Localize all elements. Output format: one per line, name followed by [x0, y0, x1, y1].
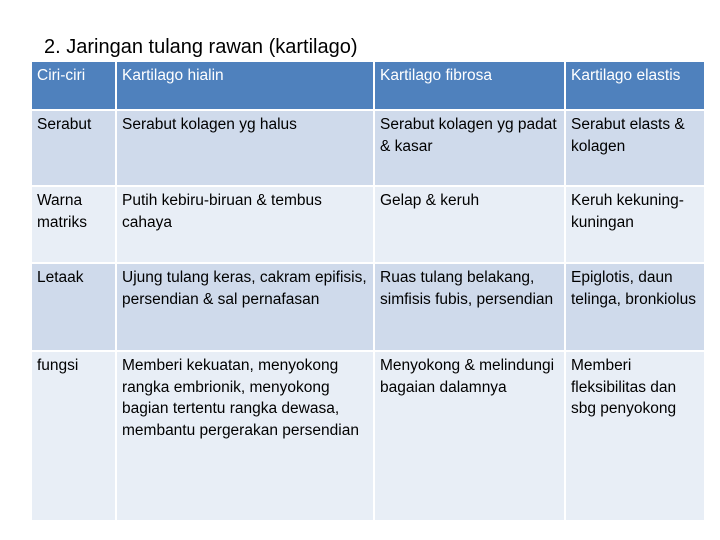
table-row: [31, 263, 705, 351]
header-cell-hialin: Kartilago hialin: [116, 61, 374, 110]
row-label-cell: Warna matriks: [31, 186, 116, 263]
header-cell-elastis: Kartilago elastis: [565, 61, 705, 110]
table-cell: Keruh kekuning-kuningan: [565, 186, 705, 263]
table-cell: Serabut kolagen yg halus: [116, 110, 374, 186]
header-cell-fibrosa: Kartilago fibrosa: [374, 61, 565, 110]
table-row: [31, 186, 705, 263]
header-cell-ciri: Ciri-ciri: [31, 61, 116, 110]
kartilago-table: [30, 60, 706, 522]
row-label-cell: Serabut: [31, 110, 116, 186]
table-header-row: [31, 61, 705, 110]
table-row: [31, 110, 705, 186]
table-cell: Memberi kekuatan, menyokong rangka embrionik, menyokong bagian tertentu rangka dewasa, membantu pergerakan persendian: [116, 351, 374, 521]
table-cell: Gelap & keruh: [374, 186, 565, 263]
row-label-cell: Letaak: [31, 263, 116, 351]
slide-title: 2. Jaringan tulang rawan (kartilago): [44, 36, 358, 58]
table-cell: Serabut kolagen yg padat & kasar: [374, 110, 565, 186]
table-cell: Menyokong & melindungi bagaian dalamnya: [374, 351, 565, 521]
table-cell: Memberi fleksibilitas dan sbg penyokong: [565, 351, 705, 521]
table-cell: Ruas tulang belakang, simfisis fubis, persendian: [374, 263, 565, 351]
table-cell: Epiglotis, daun telinga, bronkiolus: [565, 263, 705, 351]
row-label-cell: fungsi: [31, 351, 116, 521]
table-cell: Putih kebiru-biruan & tembus cahaya: [116, 186, 374, 263]
table-cell: Ujung tulang keras, cakram epifisis, persendian & sal pernafasan: [116, 263, 374, 351]
table-row: [31, 351, 705, 521]
table-cell: Serabut elasts & kolagen: [565, 110, 705, 186]
